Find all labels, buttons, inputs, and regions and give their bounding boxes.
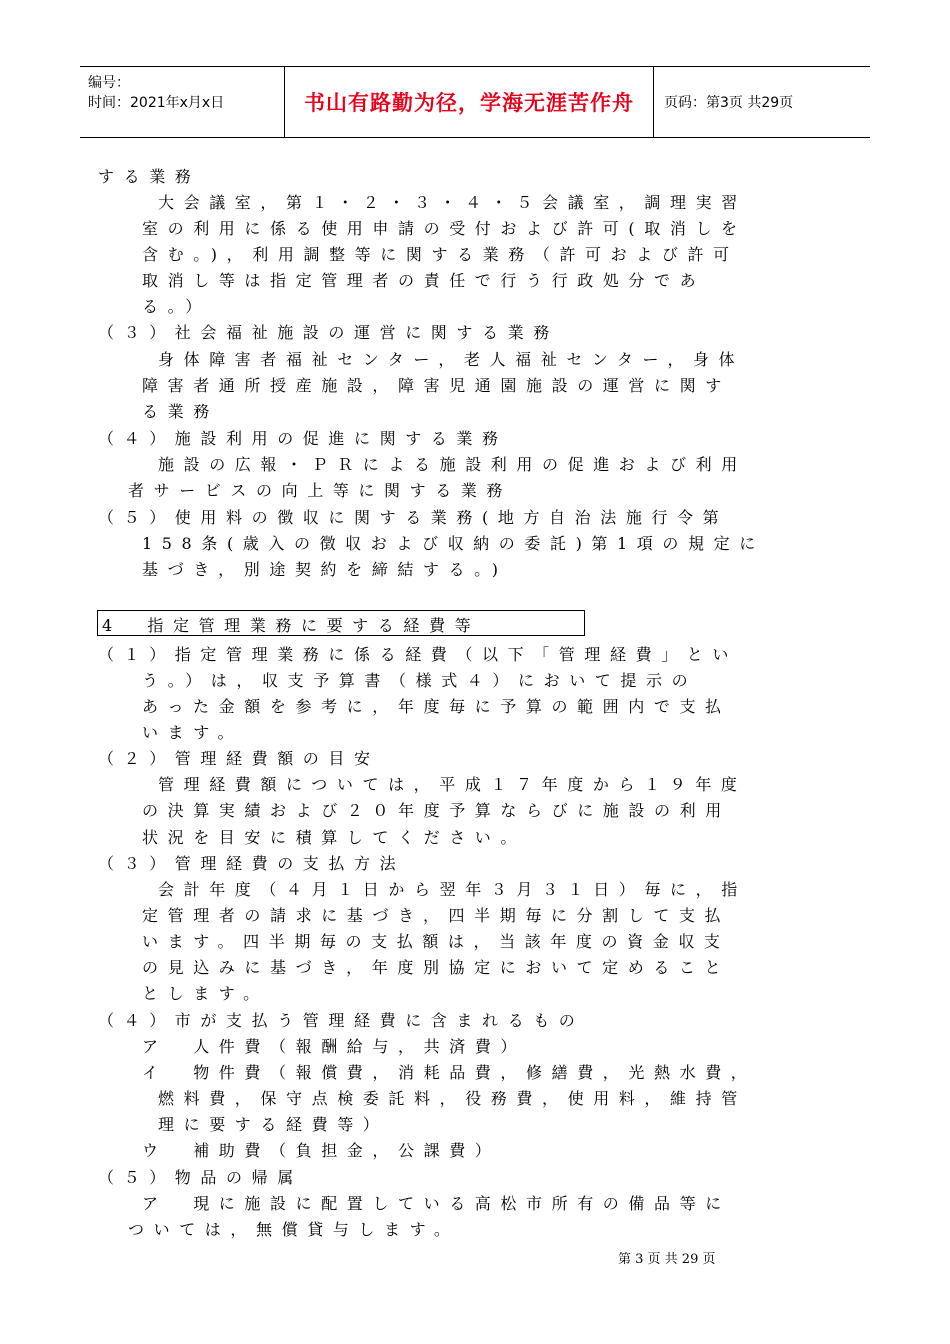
page-code: 页码：第3页 共29页 — [664, 95, 794, 111]
body-line: 者サービスの向上等に関する業務 — [128, 481, 513, 500]
body-line: 理に要する経費等） — [158, 1115, 389, 1134]
header-page-cell — [654, 67, 870, 137]
body-line: 取消し等は指定管理者の責任で行う行政処分であ — [142, 271, 706, 290]
body-line: います。 — [142, 723, 244, 742]
body-line: の決算実績および２０年度予算ならびに施設の利用 — [142, 801, 731, 820]
body-line: （５）物品の帰属 — [98, 1168, 303, 1187]
body-line: （２）管理経費額の目安 — [98, 749, 380, 768]
body-line: います。四半期毎の支払額は，当該年度の資金収支 — [142, 932, 730, 951]
body-line: （３）社会福祉施設の運営に関する業務 — [98, 323, 559, 342]
body-line: ア 現に施設に配置している高松市所有の備品等に — [142, 1194, 731, 1213]
body-line: 基づき，別途契約を締結する。) — [142, 560, 508, 579]
time-label: 时间：2021年x月x日 — [88, 95, 225, 111]
body-line: （４）市が支払う管理経費に含まれるもの — [98, 1011, 585, 1030]
body-line: 状況を目安に積算してください。 — [142, 828, 527, 847]
body-line: 会計年度（４月１日から翌年３月３１日）毎に，指 — [158, 880, 747, 899]
section-heading-box — [97, 610, 585, 636]
body-line: 室の利用に係る使用申請の受付および許可(取消しを — [142, 219, 747, 238]
body-line: （４）施設利用の促進に関する業務 — [98, 429, 508, 448]
header-motto-cell — [284, 67, 654, 137]
body-line: ウ 補助費（負担金，公課費） — [142, 1141, 501, 1160]
body-line: る業務 — [142, 402, 219, 421]
body-line: 管理経費額については，平成１７年度から１９年度 — [158, 775, 747, 794]
body-line: 施設の広報・ＰＲによる施設利用の促進および利用 — [158, 455, 747, 474]
header-meta — [80, 67, 284, 137]
body-line: 燃料費，保守点検委託料，役務費，使用料，維持管 — [158, 1089, 747, 1108]
body-line: イ 物件費（報償費，消耗品費，修繕費，光熱水費， — [142, 1063, 757, 1082]
body-line: ついては，無償貸与します。 — [128, 1220, 460, 1239]
body-line: 身体障害者福祉センター，老人福祉センター，身体 — [158, 350, 745, 369]
body-line: 障害者通所授産施設，障害児通園施設の運営に関す — [142, 376, 731, 395]
body-line: （１）指定管理業務に係る経費（以下「管理経費」とい — [98, 645, 739, 664]
body-line: 定管理者の請求に基づき，四半期毎に分割して支払 — [142, 906, 731, 925]
body-line: ア 人件費（報酬給与，共済費） — [142, 1037, 527, 1056]
page-footer: 第 3 页 共 29 页 — [618, 1252, 716, 1267]
body-line: （３）管理経費の支払方法 — [98, 854, 406, 873]
body-line: （５）使用料の徴収に関する業務(地方自治法施行令第 — [98, 508, 729, 527]
body-line: の見込みに基づき，年度別協定において定めること — [142, 958, 731, 977]
body-line: う。）は，収支予算書（様式４）において提示の — [142, 671, 698, 690]
page-header — [80, 66, 870, 138]
number-label: 编号： — [88, 75, 130, 91]
body-line: 含む。)，利用調整等に関する業務（許可および許可 — [142, 245, 739, 264]
body-line: 158条(歳入の徴収および収納の委託)第1項の規定に — [142, 534, 765, 553]
body-line: する業務 — [98, 167, 201, 186]
motto: 书山有路勤为径，学海无涯苦作舟 — [304, 91, 634, 115]
body-line: あった金額を参考に，年度毎に予算の範囲内で支払 — [142, 697, 731, 716]
section-heading: 4 指定管理業務に要する経費等 — [102, 616, 481, 635]
body-line: る。） — [142, 297, 211, 316]
body-line: 大会議室，第１・２・３・４・５会議室，調理実習 — [158, 193, 747, 212]
body-line: とします。 — [142, 984, 269, 1003]
